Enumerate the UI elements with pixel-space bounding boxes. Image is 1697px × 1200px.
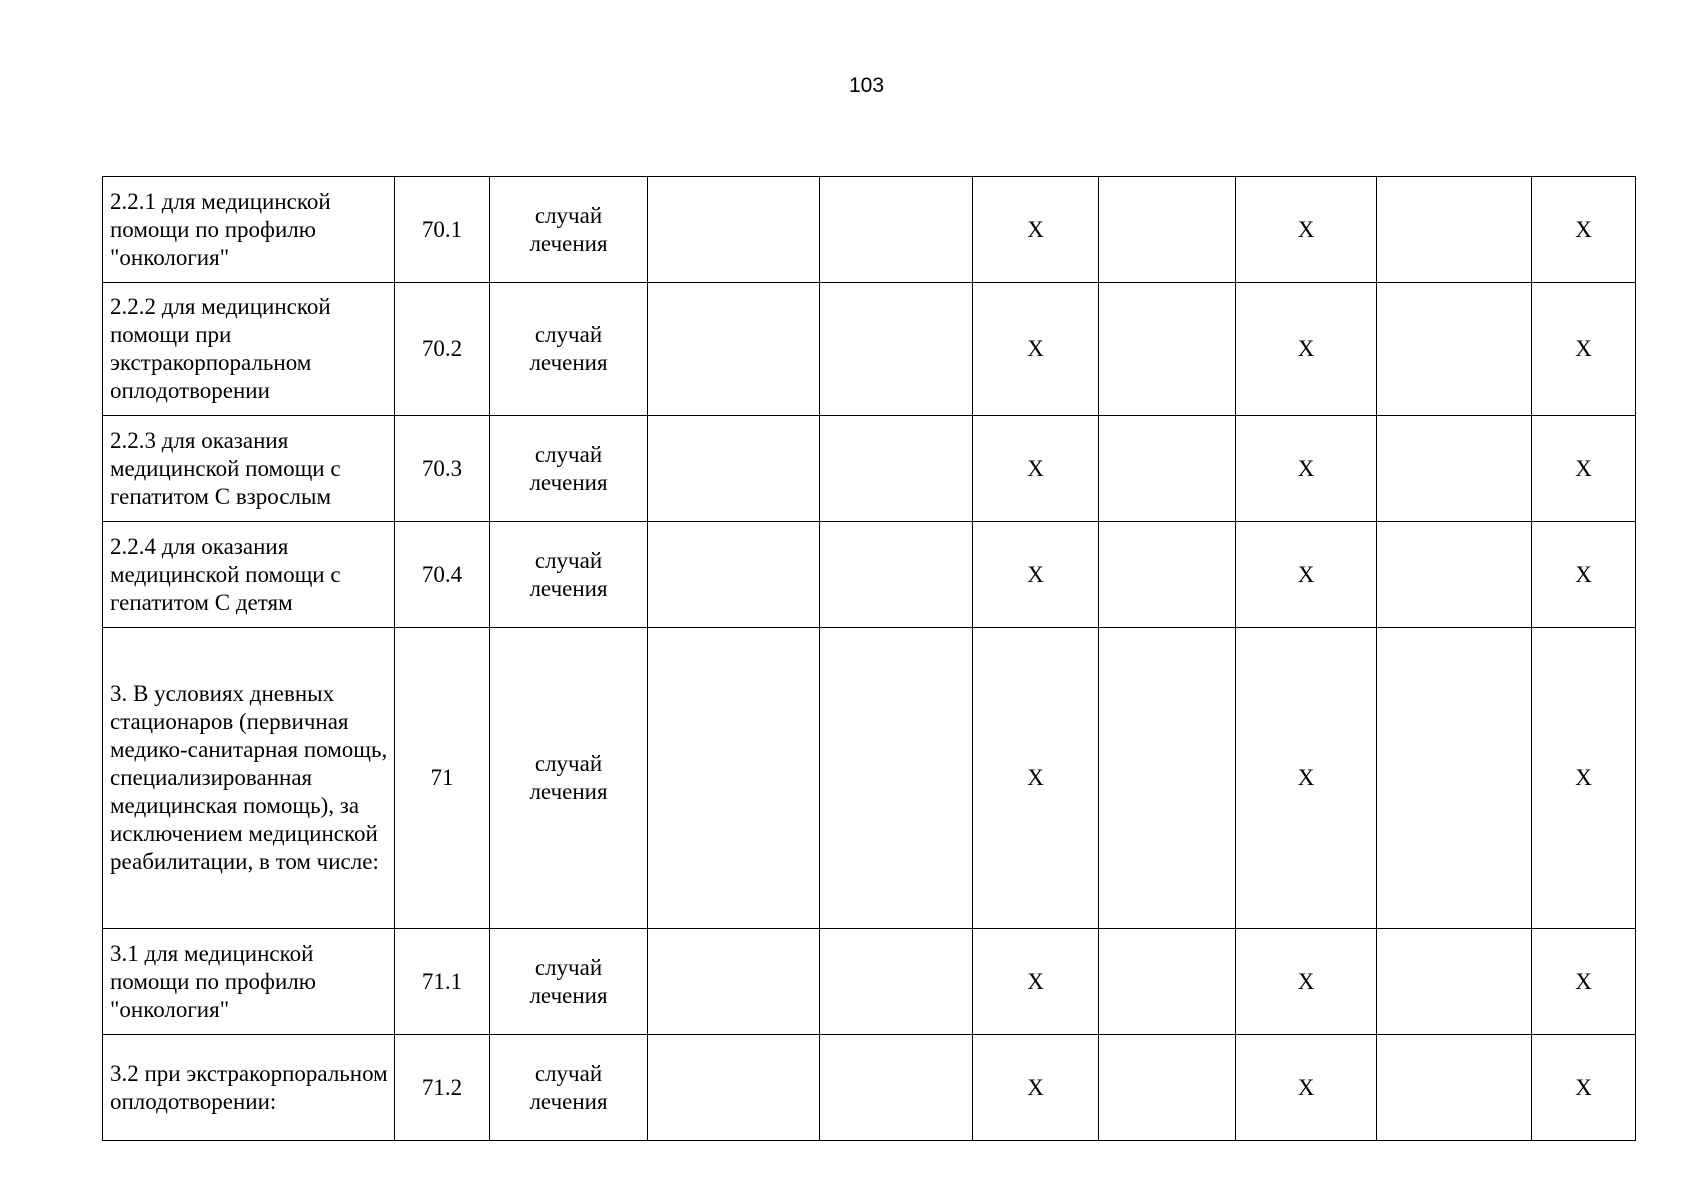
x-mark-cell: X — [1532, 929, 1636, 1035]
row-unit — [490, 522, 648, 628]
empty-cell — [1377, 177, 1532, 283]
empty-cell — [1099, 283, 1236, 416]
empty-cell — [648, 177, 820, 283]
x-mark-cell: X — [1236, 1035, 1377, 1141]
row-code: 70.1 — [395, 177, 490, 283]
row-unit — [490, 416, 648, 522]
empty-cell — [820, 177, 973, 283]
empty-cell — [1377, 522, 1532, 628]
x-mark-cell: X — [1532, 628, 1636, 929]
x-mark-cell: X — [1236, 522, 1377, 628]
table-row — [103, 929, 1636, 1035]
row-unit — [490, 929, 648, 1035]
empty-cell — [1099, 1035, 1236, 1141]
x-mark-cell: X — [1532, 416, 1636, 522]
row-code: 71 — [395, 628, 490, 929]
row-unit-text: случай лечения — [529, 751, 608, 804]
row-unit-text: случай лечения — [529, 1060, 608, 1114]
empty-cell — [820, 416, 973, 522]
x-mark-cell: X — [1532, 522, 1636, 628]
x-mark-cell: X — [1532, 177, 1636, 283]
empty-cell — [1099, 522, 1236, 628]
empty-cell — [1377, 929, 1532, 1035]
empty-cell — [648, 522, 820, 628]
row-name: 3.2 при экстракорпоральном оплодотворении: — [103, 1035, 395, 1141]
empty-cell — [1377, 1035, 1532, 1141]
empty-cell — [1377, 628, 1532, 929]
row-code: 70.4 — [395, 522, 490, 628]
row-unit — [490, 177, 648, 283]
empty-cell — [648, 283, 820, 416]
x-mark-cell: X — [1236, 416, 1377, 522]
table-row — [103, 1035, 1636, 1141]
empty-cell — [820, 522, 973, 628]
empty-cell — [648, 416, 820, 522]
x-mark-cell: X — [973, 522, 1099, 628]
row-unit-text: случай лечения — [529, 954, 608, 1008]
row-name: 3.1 для медицинской помощи по профилю "онкология" — [103, 929, 395, 1035]
data-table — [102, 176, 1636, 1141]
empty-cell — [820, 283, 973, 416]
empty-cell — [820, 929, 973, 1035]
empty-cell — [648, 929, 820, 1035]
x-mark-cell: X — [1236, 283, 1377, 416]
table-row — [103, 628, 1636, 929]
row-unit — [490, 1035, 648, 1141]
row-unit-text: случай лечения — [529, 322, 608, 375]
x-mark-cell: X — [1532, 1035, 1636, 1141]
row-name: 2.2.4 для оказания медицинской помощи с гепатитом С детям — [103, 522, 395, 628]
x-mark-cell: X — [973, 929, 1099, 1035]
x-mark-cell: X — [973, 1035, 1099, 1141]
table-row — [103, 283, 1636, 416]
empty-cell — [1099, 628, 1236, 929]
table-row — [103, 416, 1636, 522]
row-code: 70.3 — [395, 416, 490, 522]
row-unit-text: случай лечения — [529, 441, 608, 495]
row-code: 70.2 — [395, 283, 490, 416]
row-unit-text: случай лечения — [529, 202, 608, 256]
empty-cell — [1099, 177, 1236, 283]
row-code: 71.2 — [395, 1035, 490, 1141]
x-mark-cell: X — [973, 416, 1099, 522]
empty-cell — [1099, 416, 1236, 522]
row-code: 71.1 — [395, 929, 490, 1035]
row-unit — [490, 283, 648, 416]
x-mark-cell: X — [973, 628, 1099, 929]
empty-cell — [648, 1035, 820, 1141]
x-mark-cell: X — [973, 177, 1099, 283]
row-name: 2.2.2 для медицинской помощи при экстракорпоральном оплодотворении — [103, 283, 395, 416]
x-mark-cell: X — [1236, 177, 1377, 283]
x-mark-cell: X — [1532, 283, 1636, 416]
row-unit-text: случай лечения — [529, 547, 608, 601]
empty-cell — [1377, 283, 1532, 416]
table-row — [103, 177, 1636, 283]
x-mark-cell: X — [1236, 628, 1377, 929]
empty-cell — [1377, 416, 1532, 522]
row-unit — [490, 628, 648, 929]
row-name: 2.2.1 для медицинской помощи по профилю "онкология" — [103, 177, 395, 283]
row-name: 2.2.3 для оказания медицинской помощи с гепатитом С взрослым — [103, 416, 395, 522]
page-number: 103 — [848, 74, 885, 97]
x-mark-cell: X — [1236, 929, 1377, 1035]
empty-cell — [1099, 929, 1236, 1035]
table-row — [103, 522, 1636, 628]
empty-cell — [648, 628, 820, 929]
empty-cell — [820, 1035, 973, 1141]
x-mark-cell: X — [973, 283, 1099, 416]
row-name: 3. В условиях дневных стационаров (первичная медико-санитарная помощь, специализированная медицинская помощь), за исключением медицинской реабилитации, в том числе: — [103, 628, 395, 929]
empty-cell — [820, 628, 973, 929]
